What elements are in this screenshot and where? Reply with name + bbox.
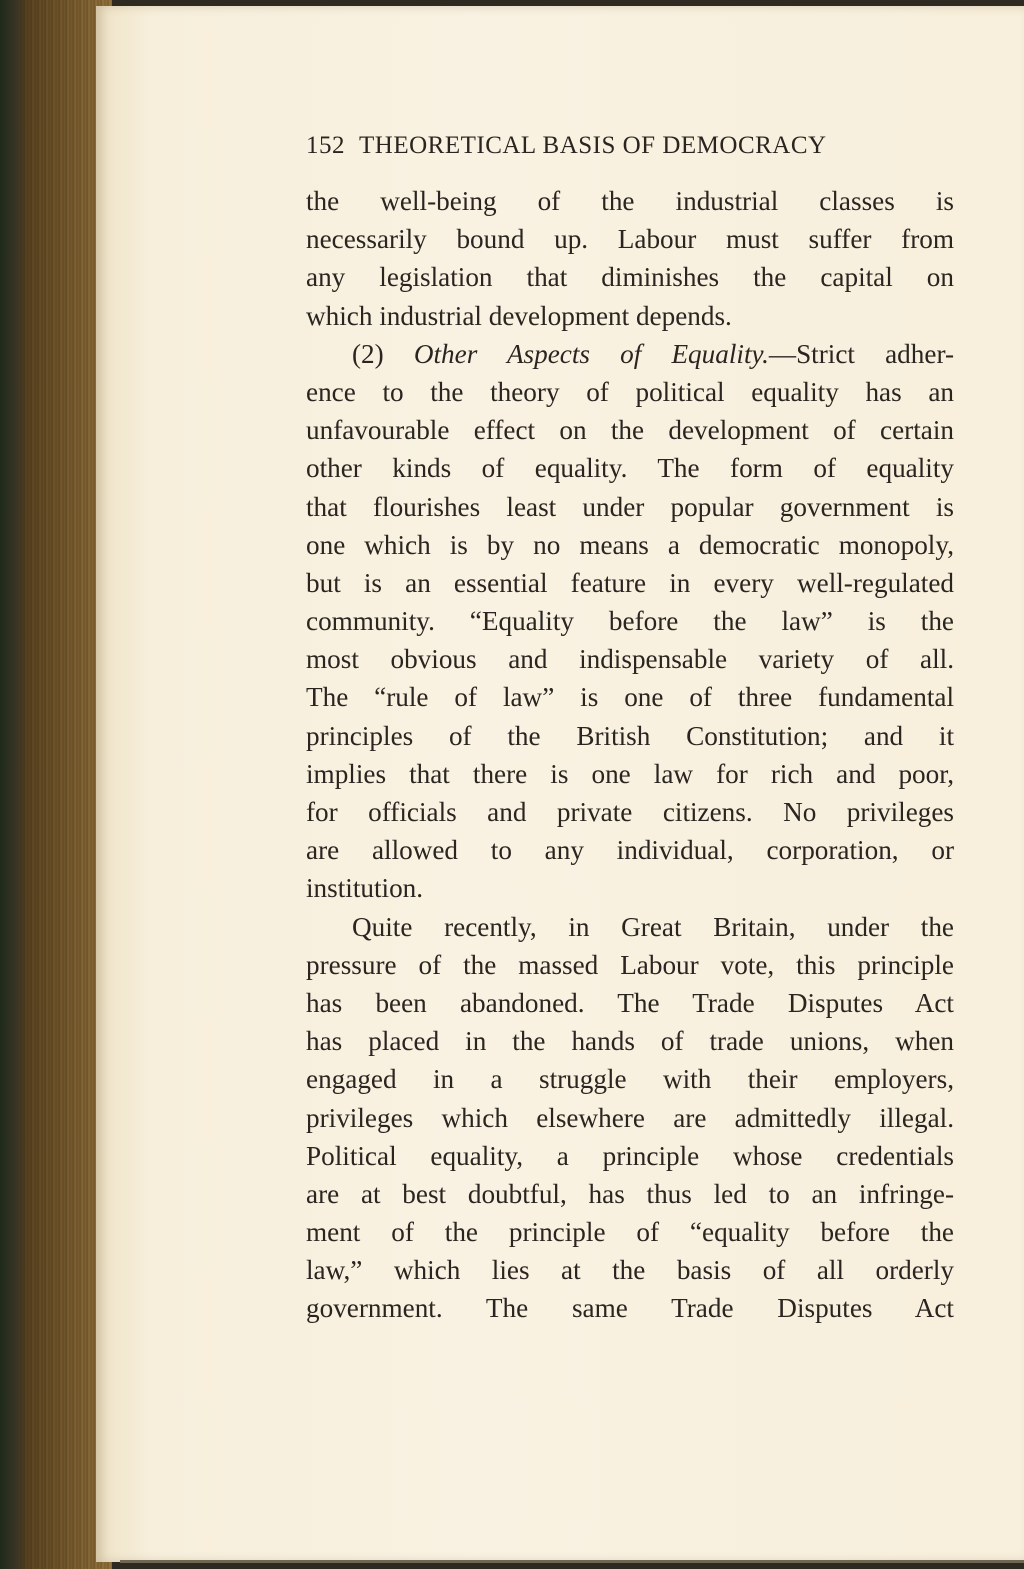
text-line: Political equality, a principle whose credentials bbox=[306, 1140, 954, 1171]
text-line: the well-being of the industrial classes is bbox=[306, 186, 954, 216]
text-line: implies that there is one law for rich and poor, bbox=[306, 758, 954, 789]
text-line: that flourishes least under popular government is bbox=[306, 491, 954, 522]
text-line: are allowed to any individual, corporation, or bbox=[306, 835, 954, 866]
text-line: pressure of the massed Labour vote, this principle bbox=[306, 949, 954, 980]
text-line: principles of the British Constitution; and it bbox=[306, 720, 954, 751]
section-title: Other Aspects of Equality. bbox=[413, 338, 769, 369]
page-bottom-edge bbox=[120, 1560, 1024, 1563]
text-line: has been abandoned. The Trade Disputes Act bbox=[306, 987, 954, 1018]
text-line: any legislation that diminishes the capital on bbox=[306, 262, 954, 293]
text-line: most obvious and indispensable variety of all. bbox=[306, 644, 954, 675]
text-line: The “rule of law” is one of three fundamental bbox=[306, 682, 954, 713]
text-line: government. The same Trade Disputes Act bbox=[306, 1293, 954, 1324]
text-line: ence to the theory of political equality has an bbox=[306, 376, 954, 407]
text-line: one which is by no means a democratic monopoly, bbox=[306, 529, 954, 560]
section-heading-line bbox=[306, 335, 954, 373]
text-line: for officials and private citizens. No privileges bbox=[306, 797, 954, 827]
text-line: other kinds of equality. The form of equality bbox=[306, 453, 954, 484]
running-head bbox=[306, 132, 946, 172]
text-line: privileges which elsewhere are admittedly illegal. bbox=[306, 1102, 954, 1133]
running-title: THEORETICAL BASIS OF DEMOCRACY bbox=[359, 132, 827, 159]
text-line: necessarily bound up. Labour must suffer from bbox=[306, 224, 954, 255]
text-line: law,” which lies at the basis of all orderly bbox=[306, 1255, 954, 1286]
page-body bbox=[306, 182, 954, 1328]
text-line: which industrial development depends. bbox=[306, 300, 732, 331]
text-line: community. “Equality before the law” is the bbox=[306, 606, 954, 637]
section-number: (2) bbox=[352, 338, 384, 369]
text-fragment: —Strict adher- bbox=[768, 338, 955, 369]
page-number: 152 bbox=[306, 132, 345, 159]
text-line: are at best doubtful, has thus led to an infringe- bbox=[306, 1178, 954, 1209]
text-line: institution. bbox=[306, 873, 424, 904]
text-line: engaged in a struggle with their employers, bbox=[306, 1064, 954, 1095]
text-line: ment of the principle of “equality before the bbox=[306, 1217, 954, 1248]
text-line: unfavourable effect on the development of certain bbox=[306, 415, 954, 446]
text-line: but is an essential feature in every well-regulated bbox=[306, 567, 954, 598]
text-line: Quite recently, in Great Britain, under the bbox=[352, 911, 954, 942]
text-line: has placed in the hands of trade unions, when bbox=[306, 1026, 954, 1057]
